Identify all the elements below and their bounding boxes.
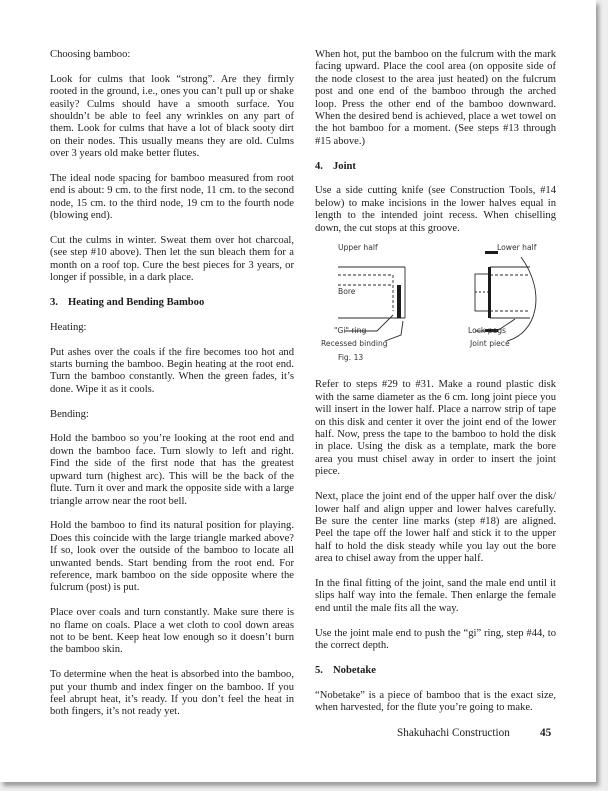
page-number: 45 [540, 727, 552, 739]
paragraph-node-spacing: The ideal node spacing for bamboo measured from root end is about: 9 cm. to the first node, 11 cm. to the second node, 15 cm. to the third node, 19 cm to the fourth node (blowing end). [50, 173, 294, 222]
label-lock-pegs: Lock pegs [468, 326, 506, 336]
label-recessed-binding: Recessed binding [321, 339, 388, 349]
paragraph-bending-orientation: Hold the bamboo so you’re looking at the root end and down the bamboo face. Turn slowly to left and right. Find the side of the first node that has the greatest upward turn (highest arc). This will be the back of the flute. Turn it over and mark the opposite side with a large triangle arrow near the root bell. [50, 433, 294, 507]
label-bore: Bore [338, 287, 356, 297]
paragraph-natural-position: Hold the bamboo to find its natural position for playing. Does this coincide with the large triangle marked above? If so, look over the outside of the bamboo to locate all unwanted bends. Start bending from the root end. For reference, mark bamboo on the side opposite where the fulcrum (post) is put. [50, 520, 294, 594]
paragraph-culm-selection: Look for culms that look “strong”. Are they firmly rooted in the ground, i.e., ones you can’t pull up or shake easily? Culms should have a smooth surface. You shouldn’t be able to feel any wrinkles on any part of them. Look for culms that have a lot of black sooty dirt on their nodes. This usually means they are old. Culms over 3 years old make better flutes. [50, 73, 294, 160]
section-heading-joint [315, 161, 556, 173]
bending-label: Bending: [50, 408, 89, 420]
joint-diagram-drawing [315, 245, 556, 367]
joint-piece-leader [507, 257, 536, 341]
section-number: 5. [315, 664, 323, 676]
section-title: Heating and Bending Bamboo [68, 297, 205, 309]
section-title: Joint [333, 160, 356, 172]
label-gi-ring: "Gi" ring [334, 326, 367, 336]
heating-label: Heating: [50, 321, 87, 333]
paragraph-heating: Put ashes over the coals if the fire becomes too hot and starts burning the bamboo. Begin heating at the root end. Turn the bamboo constantly. When the green fades, it’s done. Wipe it as it cools. [50, 346, 294, 395]
joint-piece-shape [475, 274, 490, 311]
label-joint-piece: Joint piece [470, 339, 510, 349]
figure-caption: Fig. 13 [338, 353, 364, 363]
binding-leader [385, 321, 403, 341]
recessed-binding-mark [397, 285, 401, 318]
gi-ring-mark [488, 267, 491, 318]
paragraph-joint-incisions: Use a side cutting knife (see Construction Tools, #14 below) to make incisions in the lower halves equal in length to the intended joint recess. When chiselling down, the cut stops at this groove. [315, 185, 556, 234]
section-number: 3. [50, 297, 58, 309]
section-title: Nobetake [333, 664, 376, 676]
paragraph-align-halves: Next, place the joint end of the upper half over the disk/ lower half and align upper and lower halves carefully. Be sure the center line marks (step #18) are aligned. Peel the tape off the lower half and stick it to the upper half to hold the disk steady while you lay out the bore area to chisel away from the upper half. [315, 491, 556, 565]
paragraph-nobetake: “Nobetake” is a piece of bamboo that is the exact size, when harvested, for the flute you’re going to make. [315, 689, 556, 713]
choosing-bamboo-label: Choosing bamboo: [50, 49, 131, 60]
section-heading-nobetake [315, 665, 556, 677]
running-footer-title: Shakuhachi Construction [397, 727, 510, 739]
paragraph-final-fitting: In the final fitting of the joint, sand the male end until it slips half way into the female. Then enlarge the female end until the male fits all the way. [315, 577, 556, 614]
paragraph-heat-test: To determine when the heat is absorbed into the bamboo, put your thumb and index finger on the bamboo. If you feel abrupt heat, it’s ready. If you don’t feel the heat in both fingers, it’s not ready yet. [50, 669, 294, 718]
section-heading-heating-bending [50, 297, 294, 309]
label-upper-half: Upper half [338, 243, 378, 253]
paragraph-curing: Cut the culms in winter. Sweat them over hot charcoal, (see step #10 above). Then let the sun bleach them for a month on a roof top. Cure the best pieces for 3 years, or longer if possible, in a dark place. [50, 235, 294, 284]
section-number: 4. [315, 160, 323, 172]
left-column [50, 49, 294, 731]
paragraph-plastic-disk: Refer to steps #29 to #31. Make a round plastic disk with the same diameter as the 6 cm. long joint piece you will insert in the lower half. Place a narrow strip of tape on this disk and center it over the joint end of the lower half. Now, press the tape to the bamboo to hold the disk in place. Using the disk as a template, mark the bore area you must chisel away in order to insert the joint piece. [315, 379, 556, 478]
label-lower-half: Lower half [497, 243, 537, 253]
paragraph-fulcrum-bending: When hot, put the bamboo on the fulcrum with the mark facing upward. Place the cool area (on opposite side of the node closest to the area just heated) on the fulcrum post and one end of the bamboo through the arched loop. Press the other end of the bamboo downward. When the desired bend is achieved, place a wet towel on the hot bamboo for a moment. (See steps #13 through #15 above.) [315, 49, 556, 147]
paragraph-coals: Place over coals and turn constantly. Make sure there is no flame on coals. Place a wet cloth to cool down areas not to be bent. Keep heat low enough so it doesn’t burn the bamboo skin. [50, 607, 294, 656]
paragraph-gi-ring: Use the joint male end to push the “gi” ring, step #44, to the correct depth. [315, 627, 556, 651]
right-column [315, 49, 556, 727]
joint-diagram [315, 245, 556, 367]
